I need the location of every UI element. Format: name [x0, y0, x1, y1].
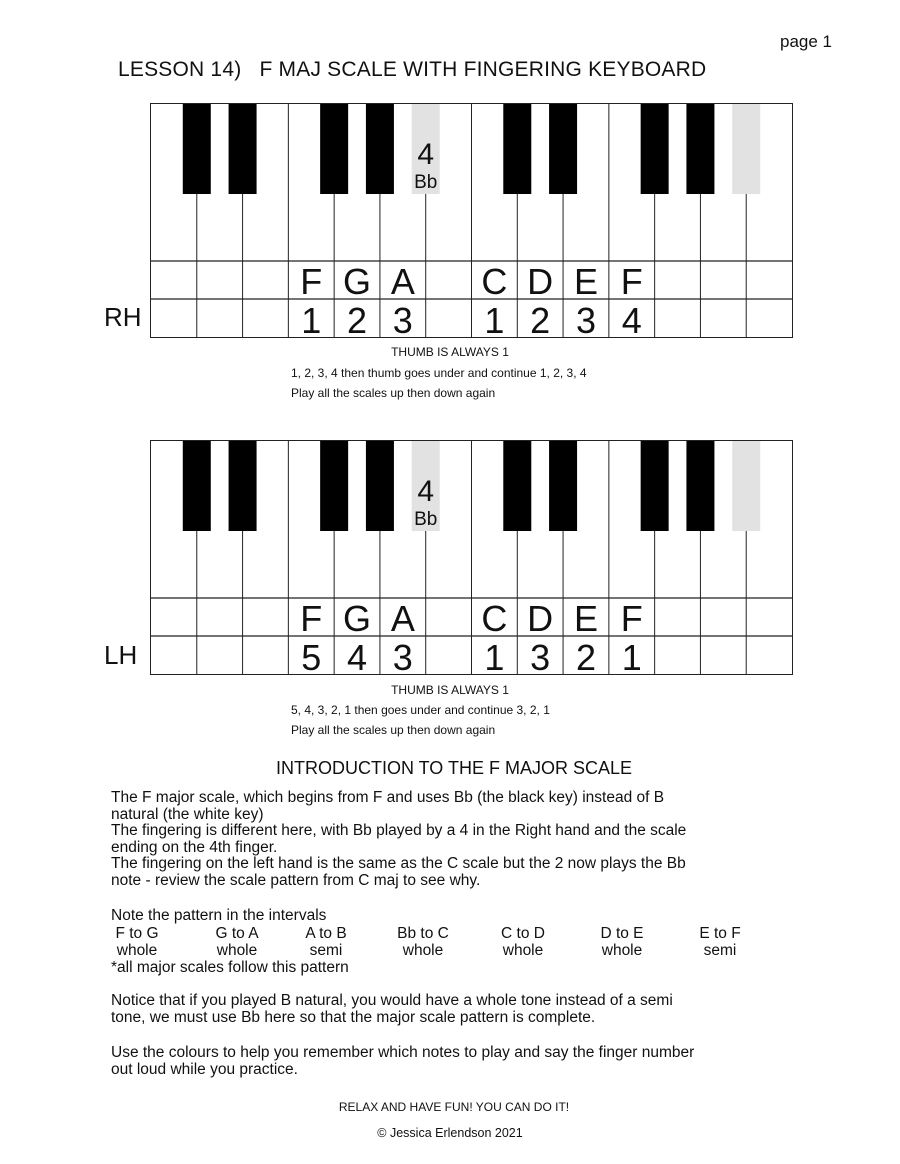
- keyboard-left-hand: [150, 440, 793, 675]
- black-key: [320, 441, 348, 531]
- bb-note-label: Bb: [414, 172, 438, 193]
- black-key: [641, 441, 669, 531]
- caption-play: Play all the scales up then down again: [291, 386, 496, 400]
- interval-pair: G to A: [215, 925, 259, 942]
- black-key: [686, 441, 714, 531]
- finger-number: 2: [575, 637, 596, 674]
- keyboard-right-hand: [150, 103, 793, 338]
- interval-type: semi: [309, 942, 343, 959]
- pattern-heading: Note the pattern in the intervals: [111, 907, 327, 924]
- black-key: [183, 441, 211, 531]
- intro-line: The fingering is different here, with Bb played by a 4 in the Right hand and the scale: [111, 822, 687, 839]
- footer-motto: RELAX AND HAVE FUN! YOU CAN DO IT!: [338, 1100, 570, 1114]
- black-key: [503, 441, 531, 531]
- intro-line: natural (the white key): [111, 805, 264, 823]
- hand-label-left: LH: [104, 640, 138, 670]
- interval-pair: C to D: [501, 925, 545, 942]
- finger-number: 4: [347, 637, 368, 674]
- colour-line: Use the colours to help you remember which notes to play and say the finger number: [111, 1044, 695, 1061]
- note-label: G: [343, 598, 372, 639]
- black-key: [732, 104, 760, 194]
- interval-pair: F to G: [115, 925, 159, 942]
- finger-number: 1: [621, 637, 642, 674]
- notice-paragraph: [111, 993, 801, 1026]
- footer-copyright: © Jessica Erlendson 2021: [377, 1126, 523, 1140]
- note-label: F: [300, 598, 323, 639]
- colour-paragraph: [111, 1045, 801, 1078]
- note-label: C: [481, 598, 508, 639]
- black-key: [641, 104, 669, 194]
- finger-number: 3: [392, 637, 413, 674]
- caption-thumb: THUMB IS ALWAYS 1: [391, 345, 509, 359]
- black-key: [549, 441, 577, 531]
- note-label: G: [343, 261, 372, 302]
- finger-number: 5: [301, 637, 322, 674]
- interval-type: whole: [116, 942, 158, 959]
- interval-type: semi: [703, 942, 737, 959]
- finger-number: 3: [530, 637, 551, 674]
- black-key: [549, 104, 577, 194]
- interval-type: whole: [601, 942, 643, 959]
- notice-line: Notice that if you played B natural, you would have a whole tone instead of a semi: [111, 992, 673, 1009]
- black-key: [320, 104, 348, 194]
- caption-fingering: 1, 2, 3, 4 then thumb goes under and continue 1, 2, 3, 4: [291, 366, 587, 380]
- interval-pair: E to F: [699, 925, 741, 942]
- keyboard-keys: [151, 104, 792, 337]
- interval-type: whole: [402, 942, 444, 959]
- colour-line: out loud while you practice.: [111, 1060, 298, 1078]
- keyboard-keys: [151, 441, 792, 674]
- black-key: [229, 441, 257, 531]
- intro-line: The F major scale, which begins from F and uses Bb (the black key) instead of B: [111, 789, 665, 806]
- finger-number: 1: [301, 300, 322, 337]
- note-label: A: [390, 598, 415, 639]
- black-key: [366, 441, 394, 531]
- interval-type: whole: [216, 942, 258, 959]
- black-key: [183, 104, 211, 194]
- black-key: [732, 441, 760, 531]
- interval-type: whole: [502, 942, 544, 959]
- finger-number: 2: [530, 300, 551, 337]
- finger-number: 3: [575, 300, 596, 337]
- note-label: C: [481, 261, 508, 302]
- black-key: [686, 104, 714, 194]
- note-label: F: [300, 261, 323, 302]
- bb-note-label: Bb: [414, 509, 438, 530]
- intro-line: note - review the scale pattern from C maj to see why.: [111, 871, 481, 889]
- intro-line: The fingering on the left hand is the same as the C scale but the 2 now plays the Bb: [111, 855, 686, 872]
- intro-line: ending on the 4th finger.: [111, 838, 278, 856]
- finger-number: 1: [484, 637, 505, 674]
- interval-pair: A to B: [305, 925, 347, 942]
- page-number: page 1: [780, 32, 832, 51]
- hand-label-right: RH: [104, 302, 142, 332]
- lesson-title: LESSON 14) F MAJ SCALE WITH FINGERING KEYBOARD: [118, 58, 707, 81]
- caption-thumb: THUMB IS ALWAYS 1: [391, 683, 509, 697]
- caption-play: Play all the scales up then down again: [291, 723, 496, 737]
- note-label: D: [527, 598, 554, 639]
- note-label: A: [390, 261, 415, 302]
- note-label: F: [620, 598, 643, 639]
- black-key: [366, 104, 394, 194]
- intro-heading: INTRODUCTION TO THE F MAJOR SCALE: [275, 758, 633, 778]
- interval-pair: Bb to C: [397, 925, 449, 942]
- bb-finger-number: 4: [417, 475, 435, 508]
- notice-line: tone, we must use Bb here so that the major scale pattern is complete.: [111, 1008, 596, 1026]
- black-key: [229, 104, 257, 194]
- note-label: E: [573, 598, 598, 639]
- note-label: E: [573, 261, 598, 302]
- caption-fingering: 5, 4, 3, 2, 1 then goes under and continue 3, 2, 1: [291, 703, 550, 717]
- bb-finger-number: 4: [417, 138, 435, 171]
- finger-number: 3: [392, 300, 413, 337]
- interval-pair: D to E: [600, 925, 644, 942]
- note-label: D: [527, 261, 554, 302]
- note-label: F: [620, 261, 643, 302]
- black-key: [503, 104, 531, 194]
- finger-number: 4: [621, 300, 642, 337]
- pattern-note: *all major scales follow this pattern: [111, 959, 349, 976]
- intro-paragraph: [111, 790, 801, 889]
- finger-number: 2: [347, 300, 368, 337]
- finger-number: 1: [484, 300, 505, 337]
